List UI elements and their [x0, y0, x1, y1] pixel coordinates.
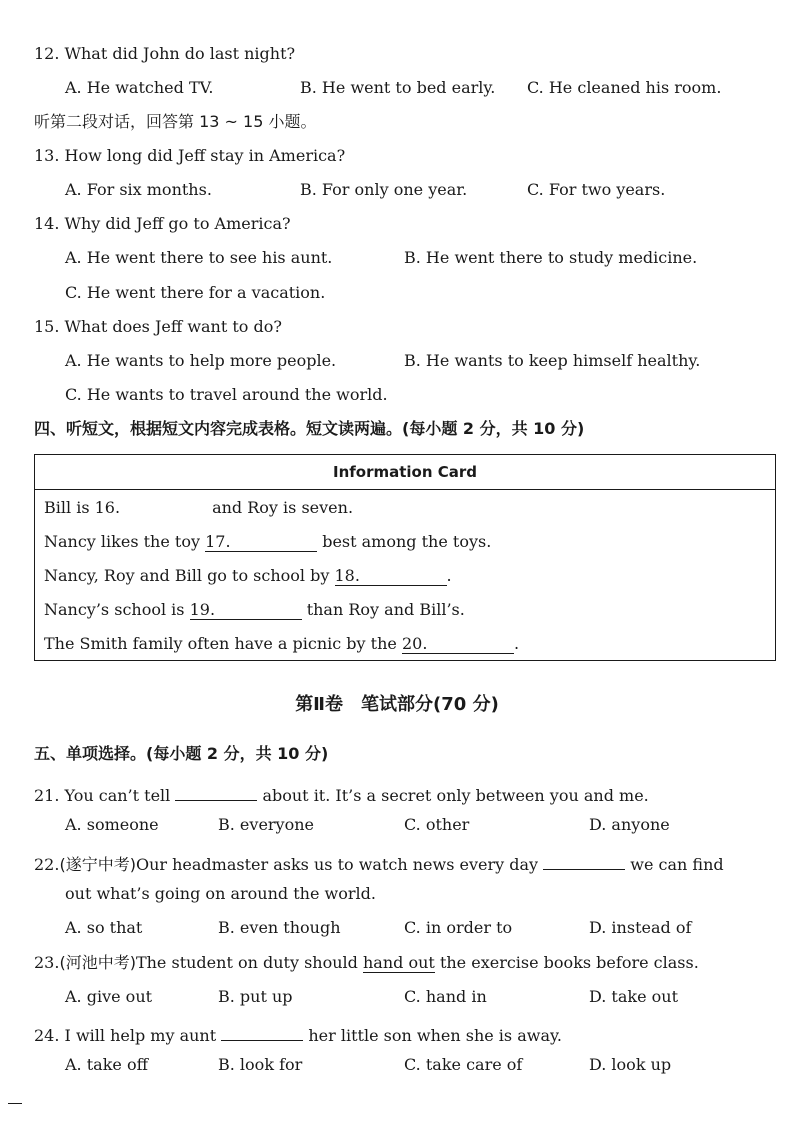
question-12-stem: 12. What did John do last night?	[34, 44, 296, 63]
card-row-17-before: Nancy likes the toy	[44, 532, 201, 551]
question-24-option-a: A. take off	[65, 1055, 148, 1074]
question-13-option-c: C. For two years.	[527, 180, 666, 199]
question-14-option-b: B. He went there to study medicine.	[404, 248, 698, 267]
question-15-option-a: A. He wants to help more people.	[65, 351, 337, 370]
card-row-19	[44, 602, 465, 620]
question-15-stem: 15. What does Jeff want to do?	[34, 317, 282, 336]
question-21-option-b: B. everyone	[218, 815, 314, 834]
question-13-option-b: B. For only one year.	[300, 180, 468, 199]
question-23-option-d: D. take out	[589, 987, 679, 1006]
question-24-option-b: B. look for	[218, 1055, 303, 1074]
question-21-stem-after: about it. It’s a secret only between you and me.	[262, 786, 649, 805]
question-24-stem-after: her little son when she is away.	[308, 1026, 562, 1045]
question-23-option-c: C. hand in	[404, 987, 487, 1006]
question-13-stem: 13. How long did Jeff stay in America?	[34, 146, 346, 165]
card-row-16-before: Bill is 16.	[44, 498, 121, 517]
question-22-option-c: C. in order to	[404, 918, 513, 937]
question-14-option-a: A. He went there to see his aunt.	[65, 248, 333, 267]
question-13-option-a: A. For six months.	[65, 180, 212, 199]
blank-number-17: 17.	[205, 532, 231, 551]
question-21-option-a: A. someone	[65, 815, 159, 834]
question-24-stem-before: 24. I will help my aunt	[34, 1026, 217, 1045]
question-23-stem-mid: The student on duty should	[135, 953, 358, 972]
section-5-title: 五、单项选择。(每小题 2 分，共 10 分)	[34, 744, 329, 763]
answer-blank-24[interactable]	[221, 1023, 303, 1041]
card-row-20	[44, 636, 519, 654]
information-card	[34, 454, 776, 661]
question-24-option-d: D. look up	[589, 1055, 672, 1074]
answer-blank-22[interactable]	[543, 852, 625, 870]
blank-number-18: 18.	[334, 566, 360, 585]
question-12-option-a: A. He watched TV.	[65, 78, 214, 97]
card-row-19-before: Nancy’s school is	[44, 600, 185, 619]
question-14-option-c: C. He went there for a vacation.	[65, 283, 326, 302]
question-22-number: 22.	[34, 855, 60, 874]
question-23-source-tag: (河池中考)	[59, 953, 136, 972]
question-23-underlined-phrase: hand out	[363, 953, 435, 972]
card-row-17	[44, 534, 491, 552]
question-22-stem-mid: Our headmaster asks us to watch news every day	[135, 855, 539, 874]
question-21-option-c: C. other	[404, 815, 470, 834]
card-row-18-after: .	[446, 566, 452, 585]
question-22-option-b: B. even though	[218, 918, 341, 937]
answer-blank-20[interactable]	[402, 636, 514, 654]
question-22-stem-after: we can find	[630, 855, 724, 874]
card-row-18	[44, 568, 452, 586]
section-4-title: 四、听短文，根据短文内容完成表格。短文读两遍。(每小题 2 分，共 10 分)	[34, 419, 585, 438]
card-row-16	[44, 500, 353, 516]
question-15-option-b: B. He wants to keep himself healthy.	[404, 351, 701, 370]
question-23-option-b: B. put up	[218, 987, 293, 1006]
card-row-19-after: than Roy and Bill’s.	[306, 600, 465, 619]
question-21-stem-before: 21. You can’t tell	[34, 786, 171, 805]
part-2-title: 第Ⅱ卷 笔试部分(70 分)	[295, 694, 499, 715]
question-22-stem	[34, 852, 724, 873]
answer-blank-17[interactable]	[205, 534, 317, 552]
card-row-18-before: Nancy, Roy and Bill go to school by	[44, 566, 330, 585]
question-14-stem: 14. Why did Jeff go to America?	[34, 214, 291, 233]
question-12-option-b: B. He went to bed early.	[300, 78, 496, 97]
blank-number-19: 19.	[189, 600, 216, 619]
question-15-option-c: C. He wants to travel around the world.	[65, 385, 388, 404]
information-card-title: Information Card	[35, 455, 775, 490]
question-22-option-d: D. instead of	[589, 918, 692, 937]
card-row-16-after: and Roy is seven.	[212, 498, 354, 517]
question-22-stem-line-2: out what’s going on around the world.	[65, 884, 376, 903]
card-row-17-after: best among the toys.	[322, 532, 492, 551]
card-row-20-after: .	[513, 634, 520, 653]
answer-blank-21[interactable]	[175, 783, 257, 801]
question-21-stem	[34, 783, 649, 804]
question-24-stem	[34, 1023, 562, 1044]
question-23-option-a: A. give out	[65, 987, 153, 1006]
page-edge-mark	[8, 1103, 22, 1104]
answer-blank-19[interactable]	[190, 602, 302, 620]
question-23-number: 23.	[34, 953, 60, 972]
question-21-option-d: D. anyone	[589, 815, 670, 834]
card-row-20-before: The Smith family often have a picnic by the	[44, 634, 397, 653]
blank-number-20: 20.	[401, 634, 428, 653]
question-22-source-tag: (遂宁中考)	[59, 855, 136, 874]
dialog-2-instruction: 听第二段对话，回答第 13 ~ 15 小题。	[34, 112, 317, 131]
answer-blank-18[interactable]	[335, 568, 447, 586]
question-23-stem-after: the exercise books before class.	[439, 953, 699, 972]
question-22-option-a: A. so that	[65, 918, 143, 937]
question-12-option-c: C. He cleaned his room.	[527, 78, 722, 97]
question-24-option-c: C. take care of	[404, 1055, 523, 1074]
question-23-stem	[34, 955, 699, 971]
